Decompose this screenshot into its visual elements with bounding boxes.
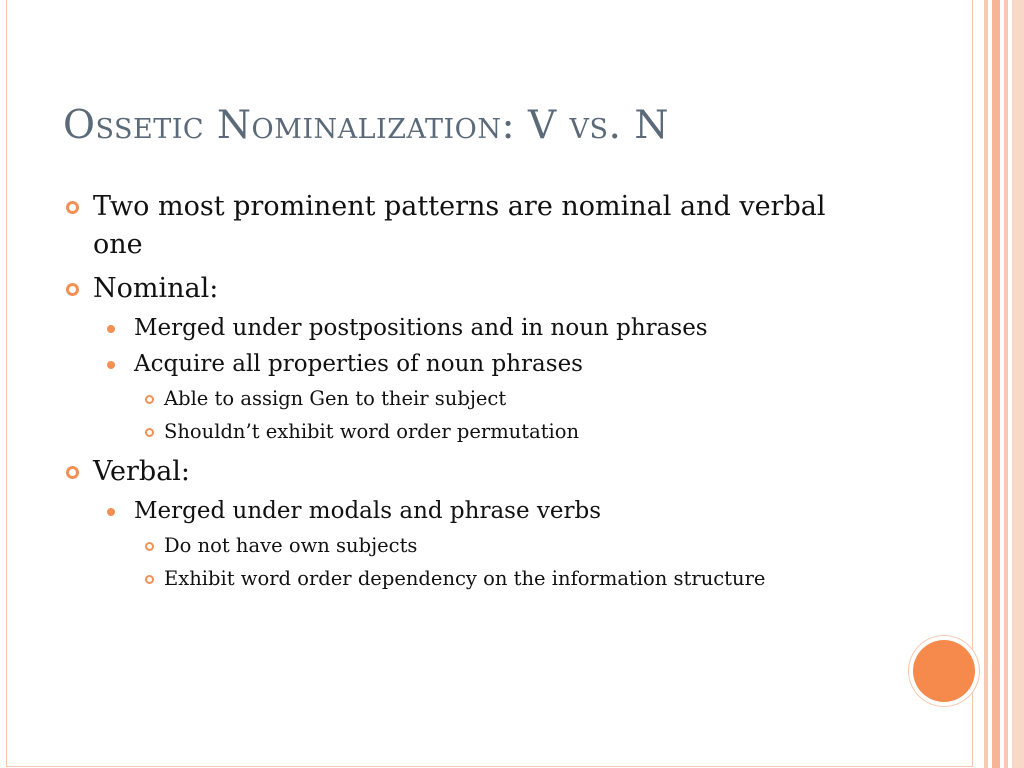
bullet-text: Acquire all properties of noun phrases: [134, 351, 583, 377]
decorative-stripes: [980, 0, 1024, 768]
ring-bullet-icon: [66, 283, 79, 296]
bullet-item: [63, 453, 853, 491]
sub-sub-bullet-item: [63, 383, 853, 414]
dot-bullet-icon: [107, 508, 115, 516]
bullet-text: Exhibit word order dependency on the information structure: [164, 567, 766, 590]
sub-sub-bullet-item: [63, 416, 853, 447]
dot-bullet-icon: [107, 325, 115, 333]
ring-bullet-icon: [66, 466, 79, 479]
bullet-text: Nominal:: [93, 273, 219, 304]
slide-title: Ossetic Nominalization: V vs. N: [63, 103, 669, 148]
sub-sub-bullet-item: [63, 563, 853, 594]
stripe: [992, 0, 1000, 768]
bullet-text: Merged under postpositions and in noun phrases: [134, 315, 708, 341]
bullet-text: Shouldn’t exhibit word order permutation: [164, 420, 580, 443]
ring-bullet-icon: [145, 428, 154, 437]
ring-bullet-icon: [145, 542, 154, 551]
ring-bullet-icon: [145, 395, 154, 404]
sub-bullet-item: [63, 347, 853, 381]
stripe: [1012, 0, 1024, 768]
sub-sub-bullet-item: [63, 530, 853, 561]
bullet-item: [63, 188, 853, 264]
stripe: [1004, 0, 1008, 768]
bullet-text: Merged under modals and phrase verbs: [134, 498, 602, 524]
sub-bullet-item: [63, 494, 853, 528]
bullet-text: Two most prominent patterns are nominal and verbal one: [93, 191, 826, 260]
ring-bullet-icon: [66, 201, 79, 214]
decorative-circle: [913, 640, 975, 702]
bullet-item: [63, 270, 853, 308]
bullet-text: Verbal:: [93, 456, 191, 487]
dot-bullet-icon: [107, 361, 115, 369]
sub-bullet-item: [63, 311, 853, 345]
ring-bullet-icon: [145, 575, 154, 584]
bullet-text: Able to assign Gen to their subject: [164, 387, 507, 410]
bullet-text: Do not have own subjects: [164, 534, 418, 557]
stripe: [984, 0, 988, 768]
bullet-list: [63, 188, 853, 594]
